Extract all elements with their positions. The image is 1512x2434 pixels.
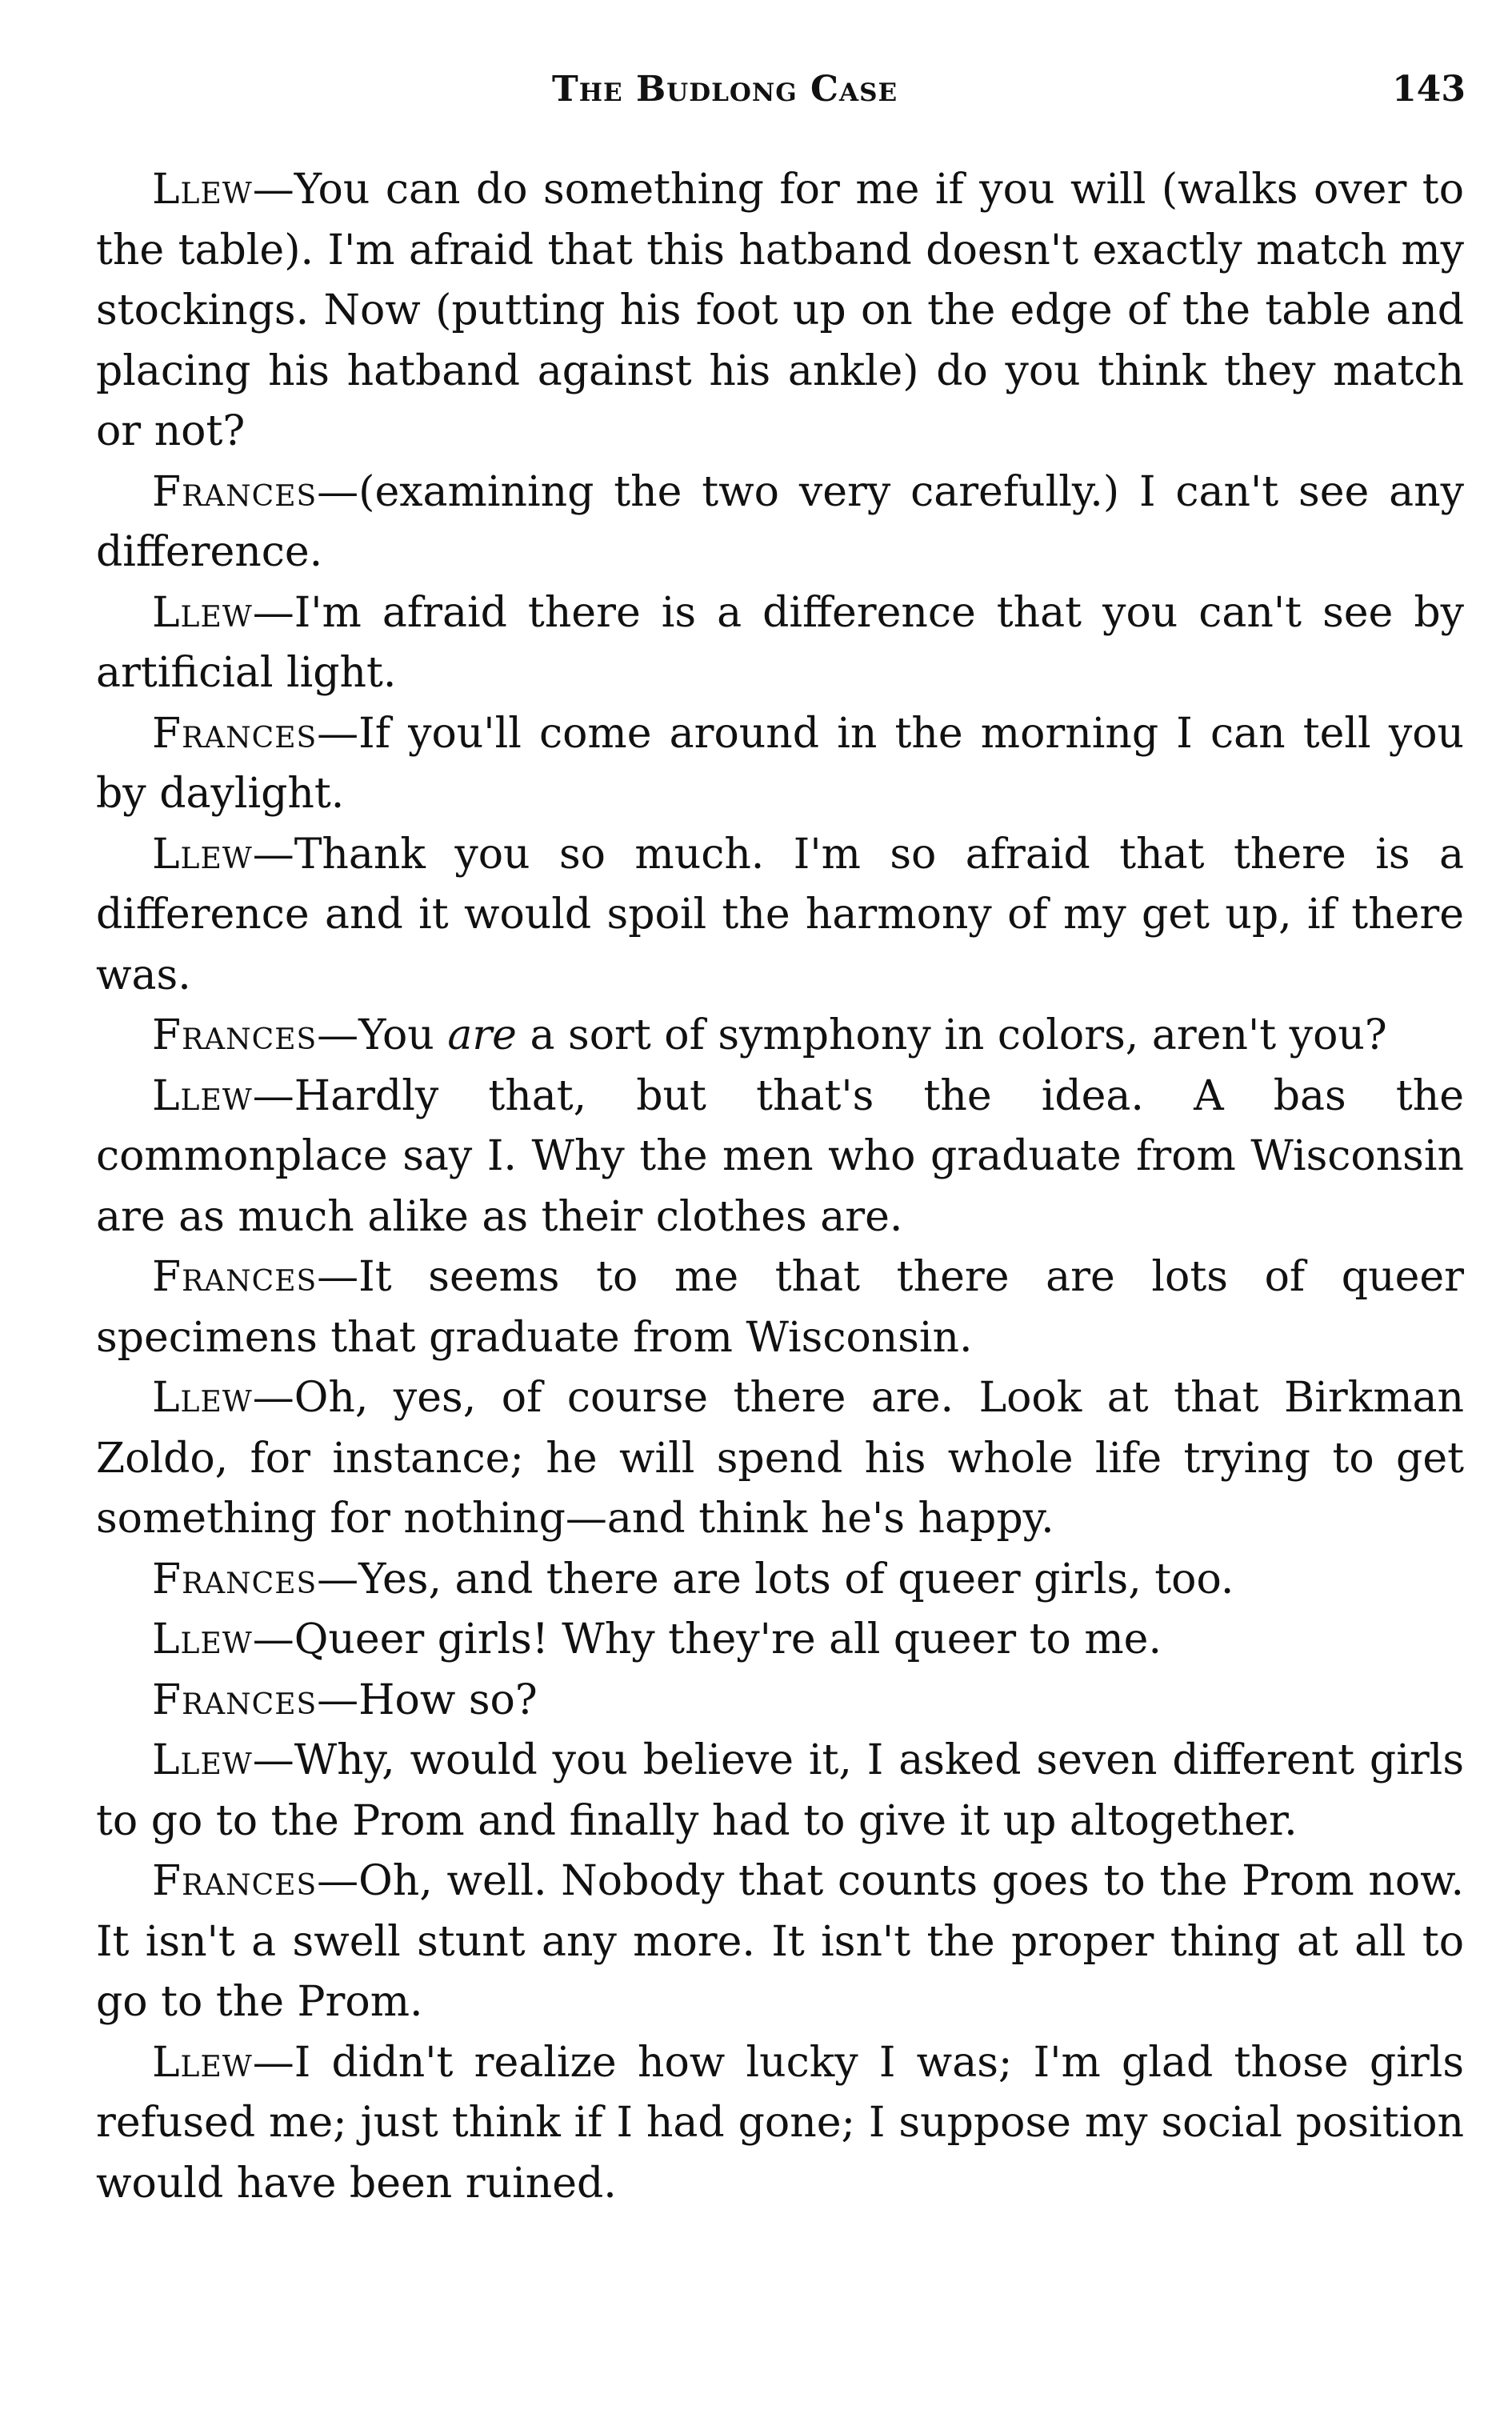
speaker-name: Llew xyxy=(152,1071,253,1120)
dialogue-text: —I'm afraid there is a difference that you can't see by artificial light. xyxy=(96,588,1464,697)
emphasized-word: are xyxy=(447,1011,517,1059)
dialogue-text: —Hardly that, but that's the idea. A bas the commonplace say I. Why the men who graduate from Wisconsin are as much alike as their clothes are. xyxy=(96,1071,1464,1241)
speaker-name: Llew xyxy=(152,1374,253,1422)
dialogue-paragraph xyxy=(96,462,1464,583)
speaker-name: Llew xyxy=(152,2038,253,2087)
dialogue-body xyxy=(96,160,1464,2214)
speaker-name: Frances xyxy=(152,1011,318,1059)
dialogue-paragraph xyxy=(96,1368,1464,1550)
dialogue-paragraph xyxy=(96,1550,1464,1611)
dialogue-text: —How so? xyxy=(317,1675,538,1724)
speaker-name: Frances xyxy=(152,709,318,758)
dialogue-text: —If you'll come around in the morning I can tell you by daylight. xyxy=(96,709,1464,818)
dialogue-paragraph xyxy=(96,1671,1464,1731)
dialogue-paragraph xyxy=(96,825,1464,1007)
dialogue-paragraph xyxy=(96,1852,1464,2033)
dialogue-text: —Yes, and there are lots of queer girls, too. xyxy=(317,1555,1234,1603)
dialogue-paragraph xyxy=(96,704,1464,825)
speaker-name: Frances xyxy=(152,1675,318,1724)
speaker-name: Llew xyxy=(152,166,253,214)
dialogue-text: —Oh, yes, of course there are. Look at that Birkman Zoldo, for instance; he will spend his whole life trying to get something for nothing—and think he's happy. xyxy=(96,1374,1464,1543)
dialogue-paragraph xyxy=(96,1731,1464,1852)
speaker-name: Frances xyxy=(152,1555,318,1603)
dialogue-paragraph xyxy=(96,1067,1464,1248)
dialogue-text: a sort of symphony in colors, aren't you? xyxy=(516,1011,1387,1059)
dialogue-paragraph xyxy=(96,1610,1464,1671)
page-number: 143 xyxy=(1392,69,1466,110)
dialogue-paragraph xyxy=(96,583,1464,704)
dialogue-paragraph xyxy=(96,160,1464,462)
dialogue-text: —You xyxy=(317,1011,448,1059)
dialogue-text: —It seems to me that there are lots of queer specimens that graduate from Wisconsin. xyxy=(96,1253,1464,1362)
dialogue-paragraph xyxy=(96,2033,1464,2215)
speaker-name: Llew xyxy=(152,830,253,879)
dialogue-text: —Why, would you believe it, I asked seven different girls to go to the Prom and finally had to give it up altogether. xyxy=(96,1736,1464,1845)
dialogue-text: —Thank you so much. I'm so afraid that there is a difference and it would spoil the harmony of my get up, if there was. xyxy=(96,830,1464,999)
dialogue-paragraph xyxy=(96,1006,1464,1067)
speaker-name: Frances xyxy=(152,1857,318,1905)
dialogue-text: —I didn't realize how lucky I was; I'm glad those girls refused me; just think if I had gone; I suppose my social position would have been ruined. xyxy=(96,2038,1464,2208)
dialogue-paragraph xyxy=(96,1247,1464,1368)
speaker-name: Llew xyxy=(152,1736,253,1784)
speaker-name: Frances xyxy=(152,1253,318,1301)
running-title: The Budlong Case xyxy=(552,69,898,110)
dialogue-text: —(examining the two very carefully.) I can't see any difference. xyxy=(96,467,1464,576)
dialogue-text: —Queer girls! Why they're all queer to me. xyxy=(252,1615,1162,1663)
dialogue-text: —You can do something for me if you will (walks over to the table). I'm afraid that this hatband doesn't exactly match my stockings. Now (putting his foot up on the edge of the table and placing his hatband against his ankle) do you think they match or not? xyxy=(96,166,1464,455)
dialogue-text: —Oh, well. Nobody that counts goes to the Prom now. It isn't a swell stunt any more. It isn't the proper thing at all to go to the Prom. xyxy=(96,1857,1464,2026)
speaker-name: Frances xyxy=(152,467,318,516)
speaker-name: Llew xyxy=(152,588,253,637)
speaker-name: Llew xyxy=(152,1615,253,1663)
